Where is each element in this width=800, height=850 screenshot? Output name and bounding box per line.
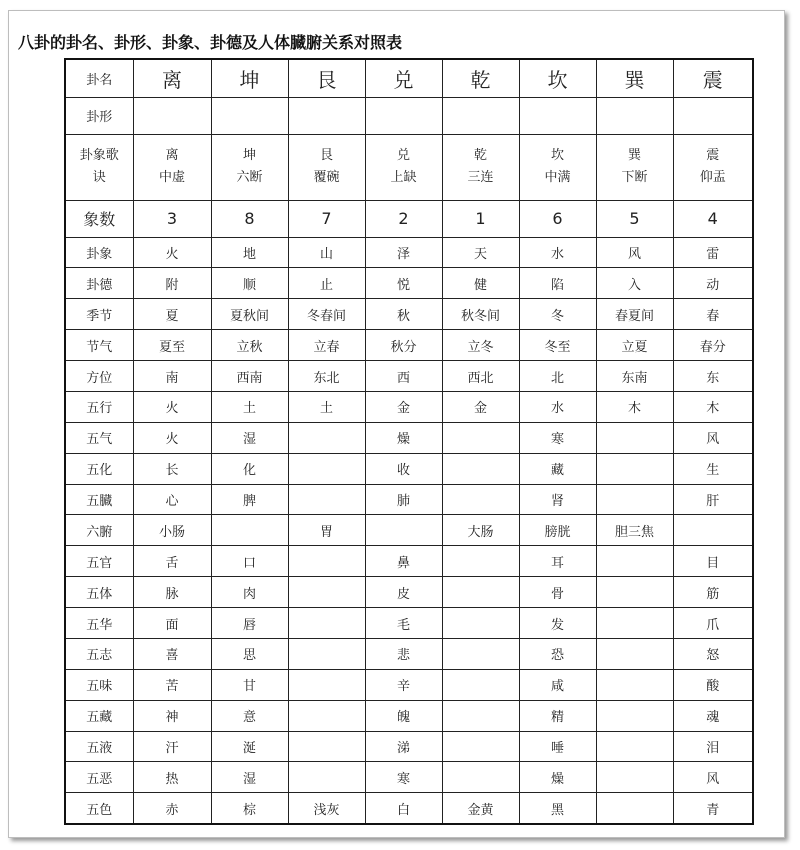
table-cell: 精 <box>519 700 596 731</box>
table-cell: 化 <box>211 453 288 484</box>
row-header: 五液 <box>65 731 133 762</box>
table-cell: 肝 <box>673 484 753 515</box>
table-cell: 青 <box>673 793 753 824</box>
table-cell <box>288 134 365 200</box>
table-cell: 春 <box>673 299 753 330</box>
table-cell: 肺 <box>365 484 442 515</box>
table-cell: 热 <box>133 762 211 793</box>
table-cell: 思 <box>211 638 288 669</box>
row-header: 五味 <box>65 669 133 700</box>
table-cell: 怒 <box>673 638 753 669</box>
cell-line: 上缺 <box>390 170 417 186</box>
table-cell <box>288 762 365 793</box>
table-cell <box>211 134 288 200</box>
table-cell <box>365 97 442 134</box>
table-cell: 辛 <box>365 669 442 700</box>
table-cell: 立秋 <box>211 330 288 361</box>
table-cell: 东南 <box>596 361 673 392</box>
table-cell: 涕 <box>365 731 442 762</box>
table-cell: 雷 <box>673 237 753 268</box>
table-cell <box>288 669 365 700</box>
table-cell: 木 <box>596 391 673 422</box>
row-header: 五气 <box>65 422 133 453</box>
table-cell: 西南 <box>211 361 288 392</box>
table-cell: 泪 <box>673 731 753 762</box>
table-row <box>65 762 753 793</box>
table-cell: 赤 <box>133 793 211 824</box>
table-cell: 发 <box>519 608 596 639</box>
table-cell: 黑 <box>519 793 596 824</box>
table-cell: 春夏间 <box>596 299 673 330</box>
table-cell: 地 <box>211 237 288 268</box>
table-cell: 山 <box>288 237 365 268</box>
table-cell: 爪 <box>673 608 753 639</box>
table-cell <box>442 97 519 134</box>
table-cell: 棕 <box>211 793 288 824</box>
row-header: 季节 <box>65 299 133 330</box>
table-cell: 东北 <box>288 361 365 392</box>
table-row <box>65 793 753 824</box>
table-cell <box>596 608 673 639</box>
row-header: 五化 <box>65 453 133 484</box>
table-cell <box>133 97 211 134</box>
table-cell: 魄 <box>365 700 442 731</box>
table-cell: 5 <box>596 200 673 237</box>
table-cell: 金 <box>442 391 519 422</box>
table-cell: 4 <box>673 200 753 237</box>
table-cell: 水 <box>519 391 596 422</box>
cell-line: 巽 <box>627 148 641 164</box>
table-cell: 西北 <box>442 361 519 392</box>
table-body <box>65 59 753 824</box>
table-cell: 舌 <box>133 546 211 577</box>
table-row <box>65 577 753 608</box>
table-header-row <box>65 59 753 97</box>
table-cell: 心 <box>133 484 211 515</box>
column-header-dui: 兑 <box>365 59 442 97</box>
table-cell <box>288 546 365 577</box>
row-header: 象数 <box>65 200 133 237</box>
table-cell <box>673 97 753 134</box>
table-row <box>65 330 753 361</box>
table-cell: 冬至 <box>519 330 596 361</box>
table-cell: 冬春间 <box>288 299 365 330</box>
cell-line: 震 <box>706 148 720 164</box>
table-cell <box>519 97 596 134</box>
table-cell <box>288 484 365 515</box>
row-header: 五行 <box>65 391 133 422</box>
row-header: 五官 <box>65 546 133 577</box>
cell-line: 坎 <box>550 148 564 164</box>
table-cell <box>596 453 673 484</box>
table-cell: 1 <box>442 200 519 237</box>
table-row <box>65 546 753 577</box>
table-cell <box>442 762 519 793</box>
cell-line: 下断 <box>621 170 648 186</box>
table-cell <box>596 546 673 577</box>
table-cell <box>596 762 673 793</box>
table-row <box>65 134 753 200</box>
table-row <box>65 669 753 700</box>
table-cell: 秋冬间 <box>442 299 519 330</box>
table-cell: 金黄 <box>442 793 519 824</box>
table-cell: 北 <box>519 361 596 392</box>
row-header-line: 诀 <box>92 170 106 186</box>
table-cell <box>596 669 673 700</box>
table-cell <box>442 422 519 453</box>
table-cell <box>442 453 519 484</box>
table-cell: 风 <box>596 237 673 268</box>
table-row <box>65 268 753 299</box>
page-title: 八卦的卦名、卦形、卦象、卦德及人体臓腑关系对照表 <box>18 33 403 52</box>
cell-line: 仰盂 <box>699 170 726 186</box>
table-cell: 土 <box>288 391 365 422</box>
table-row <box>65 361 753 392</box>
table-cell: 春分 <box>673 330 753 361</box>
table-cell: 西 <box>365 361 442 392</box>
cell-line: 中满 <box>544 170 571 186</box>
table-cell: 木 <box>673 391 753 422</box>
table-cell <box>211 97 288 134</box>
table-cell: 7 <box>288 200 365 237</box>
table-cell: 脾 <box>211 484 288 515</box>
row-header: 六腑 <box>65 515 133 546</box>
table-cell: 火 <box>133 237 211 268</box>
table-row <box>65 484 753 515</box>
table-cell: 秋 <box>365 299 442 330</box>
table-cell <box>288 577 365 608</box>
table-cell: 湿 <box>211 762 288 793</box>
row-header: 卦象 <box>65 237 133 268</box>
table-cell <box>288 608 365 639</box>
column-header-li: 离 <box>133 59 211 97</box>
table-cell: 东 <box>673 361 753 392</box>
table-cell <box>596 700 673 731</box>
column-header-kun: 坤 <box>211 59 288 97</box>
table-cell: 6 <box>519 200 596 237</box>
table-cell: 口 <box>211 546 288 577</box>
row-header: 五藏 <box>65 700 133 731</box>
table-cell <box>596 97 673 134</box>
table-cell <box>288 638 365 669</box>
table-row <box>65 422 753 453</box>
table-cell: 立夏 <box>596 330 673 361</box>
table-cell <box>596 731 673 762</box>
table-cell <box>288 97 365 134</box>
table-cell: 泽 <box>365 237 442 268</box>
table-cell <box>288 700 365 731</box>
table-cell <box>596 422 673 453</box>
column-header-gen: 艮 <box>288 59 365 97</box>
table-cell: 风 <box>673 762 753 793</box>
table-cell: 汗 <box>133 731 211 762</box>
table-cell: 秋分 <box>365 330 442 361</box>
table-cell: 夏 <box>133 299 211 330</box>
table-row <box>65 97 753 134</box>
row-header: 卦德 <box>65 268 133 299</box>
row-header-line: 卦象歌 <box>79 148 119 164</box>
table-cell <box>596 638 673 669</box>
table-cell <box>442 484 519 515</box>
table-cell: 夏秋间 <box>211 299 288 330</box>
cell-line: 中虚 <box>158 170 185 186</box>
table-cell: 南 <box>133 361 211 392</box>
table-cell <box>442 546 519 577</box>
table-cell <box>442 638 519 669</box>
cell-line: 坤 <box>242 148 256 164</box>
table-row <box>65 731 753 762</box>
row-header: 五志 <box>65 638 133 669</box>
table-row <box>65 515 753 546</box>
table-row <box>65 638 753 669</box>
table-cell: 大肠 <box>442 515 519 546</box>
table-cell: 燥 <box>365 422 442 453</box>
table-cell <box>365 515 442 546</box>
table-cell: 脉 <box>133 577 211 608</box>
table-cell: 冬 <box>519 299 596 330</box>
table-cell: 筋 <box>673 577 753 608</box>
table-cell: 悲 <box>365 638 442 669</box>
table-cell: 小肠 <box>133 515 211 546</box>
table-cell <box>133 134 211 200</box>
bagua-correspondence-table <box>64 58 754 825</box>
table-cell: 意 <box>211 700 288 731</box>
table-cell: 目 <box>673 546 753 577</box>
table-cell <box>596 134 673 200</box>
table-cell: 金 <box>365 391 442 422</box>
table-cell: 喜 <box>133 638 211 669</box>
table-cell: 入 <box>596 268 673 299</box>
table-cell <box>442 731 519 762</box>
table-cell: 膀胱 <box>519 515 596 546</box>
table-cell: 陷 <box>519 268 596 299</box>
table-cell: 甘 <box>211 669 288 700</box>
cell-line: 三连 <box>467 170 494 186</box>
cell-line: 六断 <box>236 170 263 186</box>
table-cell <box>673 134 753 200</box>
table-row <box>65 299 753 330</box>
row-header: 节气 <box>65 330 133 361</box>
column-header-qian: 乾 <box>442 59 519 97</box>
table-cell <box>442 700 519 731</box>
table-cell <box>442 134 519 200</box>
table-row <box>65 237 753 268</box>
column-header-xun: 巽 <box>596 59 673 97</box>
column-header-gua-name: 卦名 <box>65 59 133 97</box>
table-cell: 肉 <box>211 577 288 608</box>
table-cell: 风 <box>673 422 753 453</box>
table-cell: 3 <box>133 200 211 237</box>
table-cell: 2 <box>365 200 442 237</box>
table-cell: 胃 <box>288 515 365 546</box>
table-cell <box>673 515 753 546</box>
table-cell: 魂 <box>673 700 753 731</box>
table-cell: 长 <box>133 453 211 484</box>
table-cell: 面 <box>133 608 211 639</box>
row-header: 卦形 <box>65 97 133 134</box>
table-row <box>65 391 753 422</box>
table-row <box>65 608 753 639</box>
table-row <box>65 700 753 731</box>
table-cell: 酸 <box>673 669 753 700</box>
cell-line: 离 <box>165 148 179 164</box>
table-cell: 寒 <box>519 422 596 453</box>
row-header: 五臓 <box>65 484 133 515</box>
table-cell <box>288 453 365 484</box>
row-header <box>65 134 133 200</box>
cell-line: 艮 <box>319 148 333 164</box>
row-header: 五华 <box>65 608 133 639</box>
table-cell: 唇 <box>211 608 288 639</box>
table-cell: 止 <box>288 268 365 299</box>
table-cell <box>442 669 519 700</box>
cell-line: 乾 <box>473 148 487 164</box>
table-cell: 寒 <box>365 762 442 793</box>
table-cell <box>211 515 288 546</box>
row-header: 五恶 <box>65 762 133 793</box>
table-cell: 毛 <box>365 608 442 639</box>
table-cell: 燥 <box>519 762 596 793</box>
table-cell: 夏至 <box>133 330 211 361</box>
column-header-zhen: 震 <box>673 59 753 97</box>
row-header: 五色 <box>65 793 133 824</box>
table-cell <box>519 134 596 200</box>
table-cell: 健 <box>442 268 519 299</box>
table-cell <box>596 793 673 824</box>
table-cell: 白 <box>365 793 442 824</box>
cell-line: 兑 <box>396 148 410 164</box>
table-cell: 火 <box>133 391 211 422</box>
table-cell: 胆三焦 <box>596 515 673 546</box>
cell-line: 覆碗 <box>313 170 340 186</box>
column-header-kan: 坎 <box>519 59 596 97</box>
table-cell: 神 <box>133 700 211 731</box>
table-cell: 天 <box>442 237 519 268</box>
table-cell: 8 <box>211 200 288 237</box>
table-cell: 骨 <box>519 577 596 608</box>
table-cell <box>288 422 365 453</box>
table-cell <box>596 484 673 515</box>
table-cell: 动 <box>673 268 753 299</box>
table-row <box>65 200 753 237</box>
table-cell <box>288 731 365 762</box>
table-cell: 咸 <box>519 669 596 700</box>
table-cell <box>365 134 442 200</box>
table-cell: 皮 <box>365 577 442 608</box>
table-cell: 浅灰 <box>288 793 365 824</box>
table-cell: 苦 <box>133 669 211 700</box>
table-cell: 顺 <box>211 268 288 299</box>
table-cell: 鼻 <box>365 546 442 577</box>
row-header: 方位 <box>65 361 133 392</box>
table-cell <box>442 608 519 639</box>
table-cell <box>596 577 673 608</box>
table-cell: 湿 <box>211 422 288 453</box>
table-cell: 恐 <box>519 638 596 669</box>
table-cell: 立冬 <box>442 330 519 361</box>
table-cell: 悦 <box>365 268 442 299</box>
table-cell: 涎 <box>211 731 288 762</box>
table-cell: 耳 <box>519 546 596 577</box>
table-cell: 收 <box>365 453 442 484</box>
table-cell: 立春 <box>288 330 365 361</box>
row-header: 五体 <box>65 577 133 608</box>
table-row <box>65 453 753 484</box>
table-cell <box>442 577 519 608</box>
table-cell: 生 <box>673 453 753 484</box>
table-cell: 肾 <box>519 484 596 515</box>
table-cell: 唾 <box>519 731 596 762</box>
table-cell: 附 <box>133 268 211 299</box>
table-cell: 水 <box>519 237 596 268</box>
table-cell: 火 <box>133 422 211 453</box>
table-cell: 土 <box>211 391 288 422</box>
table-cell: 藏 <box>519 453 596 484</box>
